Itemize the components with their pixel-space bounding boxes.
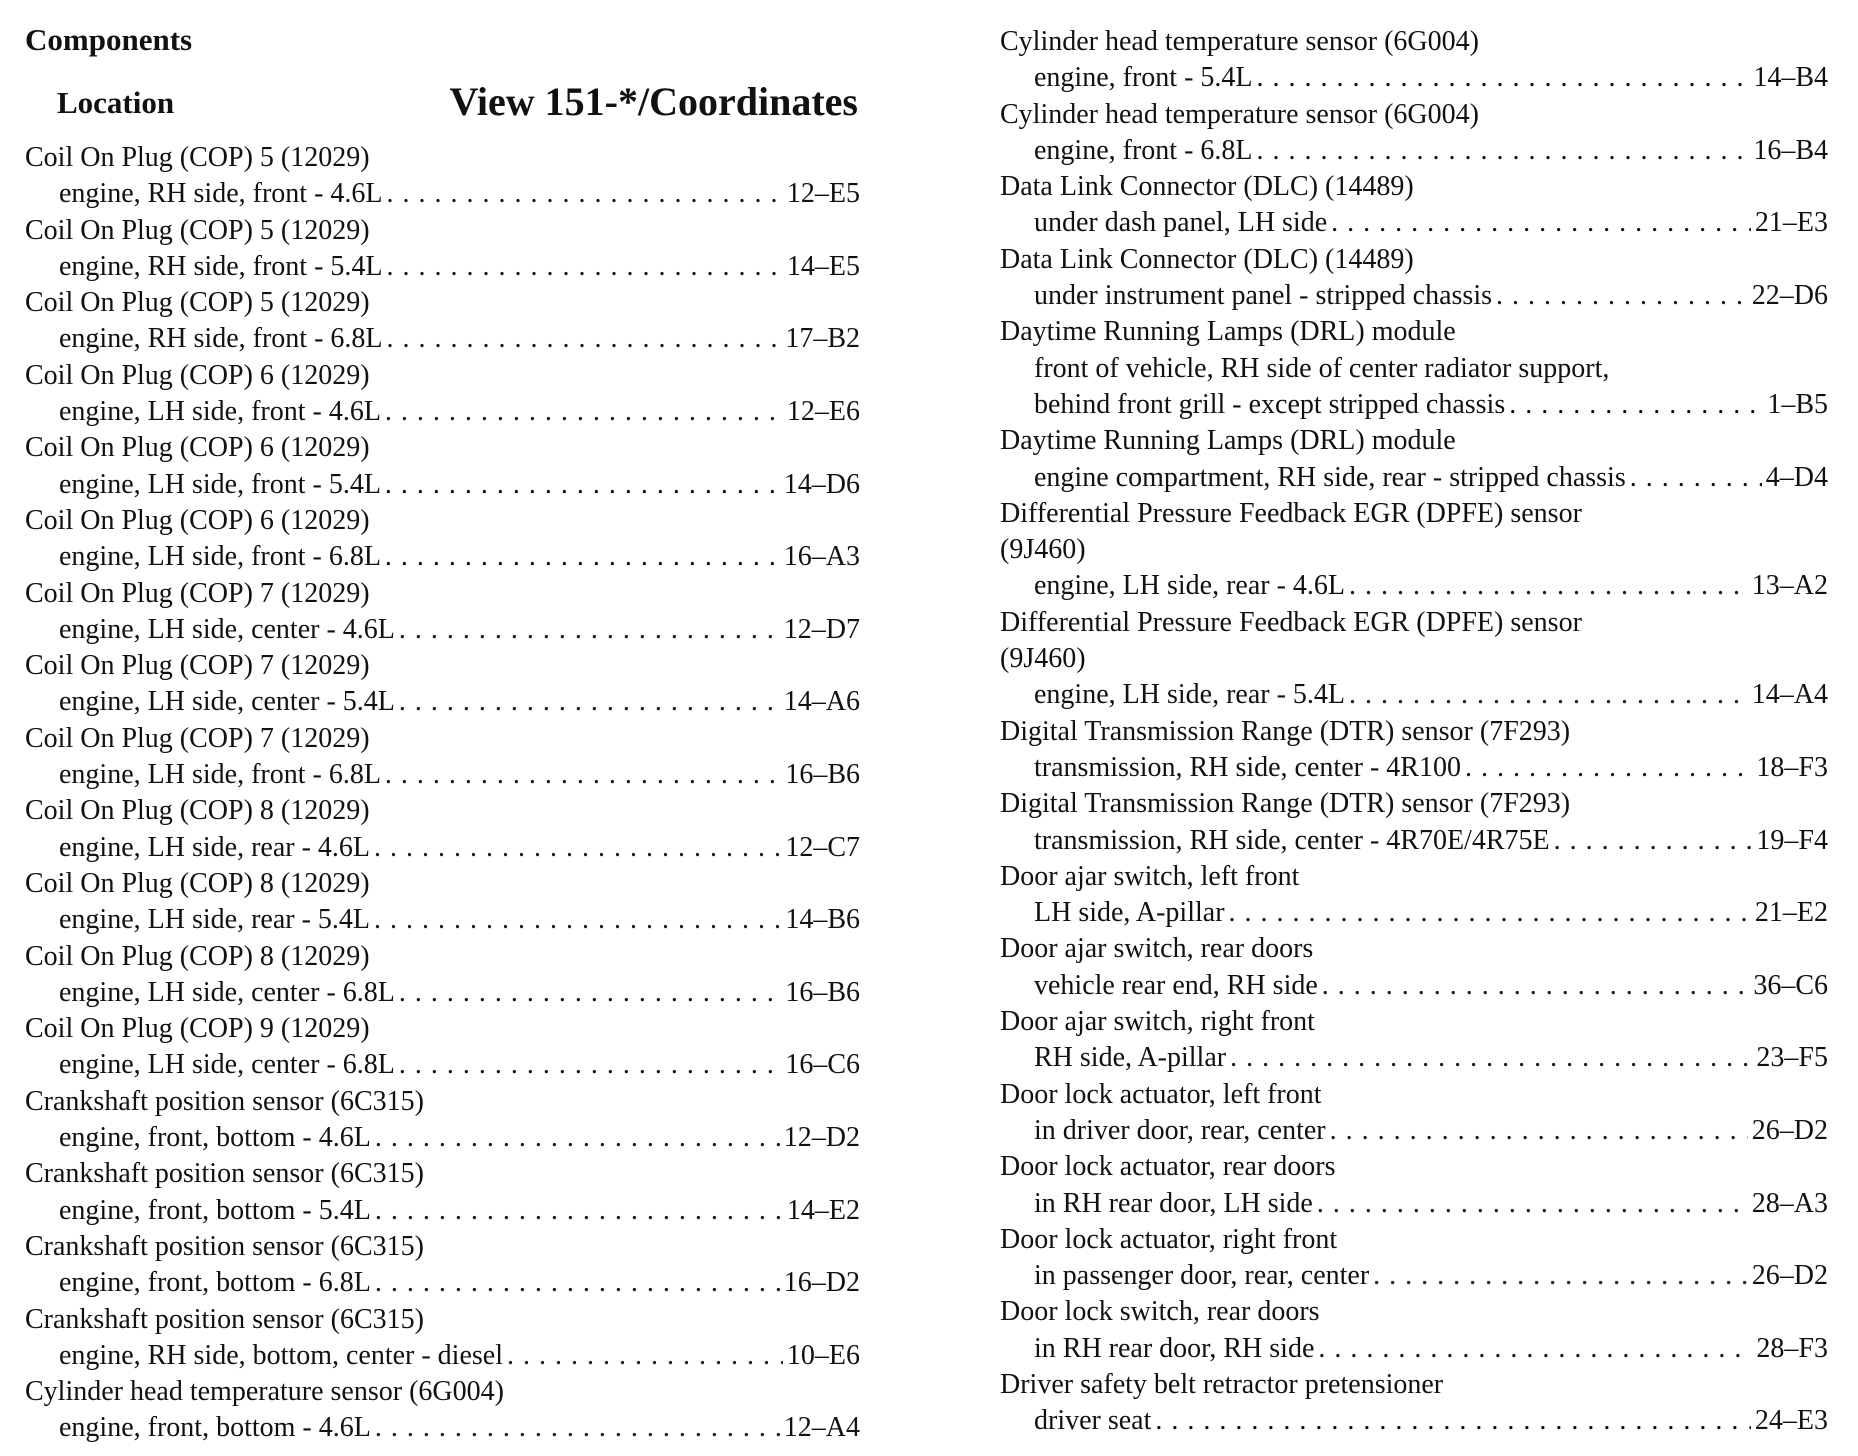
component-name: Cylinder head temperature sensor (6G004)	[25, 1376, 504, 1408]
location-text: engine, front, bottom - 6.8L	[59, 1267, 371, 1299]
view-coordinate: 36–C6	[1753, 969, 1828, 1001]
dot-leader	[1257, 60, 1750, 96]
component-entry	[1000, 314, 1828, 423]
location-text: engine, front, bottom - 4.6L	[59, 1122, 371, 1154]
location-row	[25, 249, 860, 285]
location-text: engine, LH side, center - 6.8L	[59, 976, 395, 1008]
location-text: engine, LH side, center - 4.6L	[59, 613, 395, 645]
location-text: engine, LH side, front - 4.6L	[59, 396, 381, 428]
component-entry	[1000, 1294, 1828, 1367]
component-entry	[1000, 423, 1828, 496]
location-text: engine, LH side, front - 6.8L	[59, 541, 381, 573]
location-row	[1000, 133, 1828, 169]
location-text: LH side, A-pillar	[1034, 897, 1225, 929]
component-name: Cylinder head temperature sensor (6G004)	[1000, 26, 1479, 57]
view-coordinate: 21–E3	[1754, 207, 1828, 239]
location-row	[25, 467, 860, 503]
location-text: under instrument panel - stripped chassis	[1034, 280, 1493, 312]
component-name: Differential Pressure Feedback EGR (DPFE) sensor	[1000, 606, 1582, 638]
component-name: Coil On Plug (COP) 8 (12029)	[25, 940, 370, 972]
location-column-header: Location	[57, 85, 175, 120]
location-text: engine, LH side, front - 6.8L	[59, 759, 381, 791]
location-row	[1000, 968, 1828, 1004]
location-row	[25, 612, 860, 648]
view-coordinate: 12–A4	[783, 1412, 860, 1444]
location-text: engine, LH side, rear - 5.4L	[1034, 679, 1345, 711]
location-text: engine, LH side, rear - 4.6L	[1034, 570, 1345, 602]
dot-leader	[1257, 133, 1750, 169]
location-row	[25, 176, 860, 212]
component-entry	[25, 939, 860, 1012]
view-coordinate: 16–D2	[783, 1267, 860, 1299]
location-row	[25, 1193, 860, 1229]
component-entry	[25, 721, 860, 794]
component-entry	[1000, 1077, 1828, 1150]
dot-leader	[399, 1047, 781, 1083]
view-coordinate: 14–D6	[783, 468, 860, 500]
location-row	[1000, 205, 1828, 241]
section-heading: Components	[25, 22, 193, 57]
location-row	[25, 1410, 860, 1446]
dot-leader	[375, 1120, 780, 1156]
view-coordinate: 26–D2	[1751, 1114, 1828, 1146]
location-row	[1000, 568, 1828, 604]
location-text: transmission, RH side, center - 4R100	[1034, 751, 1461, 783]
component-name: Door lock actuator, left front	[1000, 1078, 1322, 1110]
view-coordinate: 26–D2	[1751, 1260, 1828, 1292]
dot-leader	[385, 539, 780, 575]
dot-leader	[375, 1410, 780, 1446]
view-coordinate: 12–E5	[786, 178, 860, 210]
location-row	[25, 1265, 860, 1301]
component-name: Crankshaft position sensor (6C315)	[25, 1085, 424, 1117]
component-entry	[25, 358, 860, 431]
component-name: Crankshaft position sensor (6C315)	[25, 1230, 424, 1262]
component-entry	[25, 140, 860, 213]
component-entry	[1000, 1222, 1828, 1295]
location-text: engine, LH side, rear - 4.6L	[59, 831, 370, 863]
location-text: engine compartment, RH side, rear - stripped chassis	[1034, 461, 1626, 493]
location-row	[25, 757, 860, 793]
location-text: engine, front - 5.4L	[1034, 62, 1253, 94]
component-name: Coil On Plug (COP) 8 (12029)	[25, 867, 370, 899]
view-coordinates-header: View 151-*/Coordinates	[449, 79, 858, 124]
component-entry	[25, 1156, 860, 1229]
component-name: Door ajar switch, left front	[1000, 860, 1300, 892]
location-text: engine, front, bottom - 5.4L	[59, 1194, 371, 1226]
view-coordinate: 14–A4	[1751, 679, 1828, 711]
dot-leader	[1155, 1403, 1751, 1439]
dot-leader	[1318, 1331, 1752, 1367]
dot-leader	[387, 321, 782, 357]
location-detail: front of vehicle, RH side of center radiator support,	[1034, 352, 1610, 384]
dot-leader	[1230, 1040, 1752, 1076]
location-row	[25, 975, 860, 1011]
dot-leader	[375, 1193, 783, 1229]
view-coordinate: 28–F3	[1756, 1332, 1828, 1364]
component-name: Coil On Plug (COP) 6 (12029)	[25, 432, 370, 464]
view-coordinate: 16–B4	[1753, 134, 1828, 166]
dot-leader	[387, 249, 783, 285]
location-row	[25, 539, 860, 575]
component-name: Driver safety belt retractor pretensioner	[1000, 1368, 1444, 1400]
location-text: engine, RH side, front - 5.4L	[59, 250, 383, 282]
view-coordinate: 22–D6	[1751, 280, 1828, 312]
component-name: Cylinder head temperature sensor (6G004)	[1000, 98, 1479, 130]
location-text: engine, front, bottom - 4.6L	[59, 1412, 371, 1444]
dot-leader	[1330, 1113, 1748, 1149]
component-entry	[25, 1229, 860, 1302]
location-row	[25, 902, 860, 938]
view-coordinate: 16–B6	[785, 759, 860, 791]
component-entry	[25, 576, 860, 649]
component-name: Door ajar switch, right front	[1000, 1006, 1315, 1038]
location-row	[25, 1047, 860, 1083]
dot-leader	[1349, 568, 1748, 604]
dot-leader	[399, 684, 780, 720]
component-name: Coil On Plug (COP) 5 (12029)	[25, 214, 370, 246]
component-name: Door lock switch, rear doors	[1000, 1296, 1320, 1328]
component-entry	[1000, 242, 1828, 315]
component-entry	[25, 1011, 860, 1084]
component-entry	[1000, 1004, 1828, 1077]
dot-leader	[1630, 460, 1762, 496]
location-row	[1000, 1113, 1828, 1149]
location-row	[1000, 750, 1828, 786]
location-text: engine, front - 6.8L	[1034, 134, 1253, 166]
component-entry	[25, 1374, 860, 1447]
location-text: vehicle rear end, RH side	[1034, 969, 1318, 1001]
component-name: Door lock actuator, right front	[1000, 1223, 1338, 1255]
view-coordinate: 4–D4	[1765, 461, 1828, 493]
location-text: engine, LH side, rear - 5.4L	[59, 904, 370, 936]
location-text: in RH rear door, LH side	[1034, 1187, 1313, 1219]
component-entry	[25, 430, 860, 503]
component-name: Coil On Plug (COP) 5 (12029)	[25, 142, 370, 173]
location-text: in RH rear door, RH side	[1034, 1332, 1315, 1364]
component-name: Crankshaft position sensor (6C315)	[25, 1303, 424, 1335]
component-entry	[25, 285, 860, 358]
dot-leader	[1465, 750, 1752, 786]
dot-leader	[385, 757, 781, 793]
location-row	[1000, 278, 1828, 314]
component-name: Coil On Plug (COP) 8 (12029)	[25, 795, 370, 827]
location-row	[1000, 1331, 1828, 1367]
dot-leader	[399, 975, 781, 1011]
location-text: in passenger door, rear, center	[1034, 1260, 1370, 1292]
component-name: Daytime Running Lamps (DRL) module	[1000, 425, 1456, 457]
component-entry	[25, 648, 860, 721]
component-name: Crankshaft position sensor (6C315)	[25, 1158, 424, 1190]
location-row	[1000, 677, 1828, 713]
component-name: Door ajar switch, rear doors	[1000, 933, 1314, 965]
component-entry	[25, 866, 860, 939]
view-coordinate: 16–B6	[785, 976, 860, 1008]
location-row	[1000, 1186, 1828, 1222]
view-coordinate: 16–C6	[785, 1049, 860, 1081]
component-name: Daytime Running Lamps (DRL) module	[1000, 316, 1456, 348]
location-text: RH side, A-pillar	[1034, 1042, 1227, 1074]
component-name: Coil On Plug (COP) 6 (12029)	[25, 359, 370, 391]
component-entry	[1000, 714, 1828, 787]
view-coordinate: 14–E5	[786, 250, 860, 282]
component-name: Data Link Connector (DLC) (14489)	[1000, 171, 1414, 203]
component-entry	[1000, 859, 1828, 932]
component-name: (9J460)	[1000, 534, 1086, 566]
location-row	[25, 684, 860, 720]
dot-leader	[385, 467, 780, 503]
view-coordinate: 12–D7	[783, 613, 860, 645]
location-row	[1000, 60, 1828, 96]
view-coordinate: 10–E6	[786, 1339, 860, 1371]
location-row	[1000, 895, 1828, 931]
view-coordinate: 14–B6	[785, 904, 860, 936]
location-text: behind front grill - except stripped chassis	[1034, 388, 1506, 420]
view-coordinate: 18–F3	[1756, 751, 1828, 783]
location-row	[25, 394, 860, 430]
component-name: Coil On Plug (COP) 6 (12029)	[25, 504, 370, 536]
location-text: in driver door, rear, center	[1034, 1114, 1326, 1146]
component-entry	[1000, 169, 1828, 242]
location-row	[1000, 823, 1828, 859]
component-entry	[25, 793, 860, 866]
location-row	[1000, 1040, 1828, 1076]
location-row	[25, 321, 860, 357]
view-coordinate: 14–E2	[786, 1194, 860, 1226]
component-entry	[25, 213, 860, 286]
view-coordinate: 13–A2	[1751, 570, 1828, 602]
location-row	[25, 1120, 860, 1156]
component-name: Digital Transmission Range (DTR) sensor (7F293)	[1000, 788, 1571, 820]
location-text: transmission, RH side, center - 4R70E/4R75E	[1034, 824, 1550, 856]
dot-leader	[1496, 278, 1748, 314]
component-name: Data Link Connector (DLC) (14489)	[1000, 243, 1414, 275]
dot-leader	[1229, 895, 1751, 931]
left-entry-column	[25, 140, 860, 1447]
dot-leader	[374, 830, 781, 866]
location-row	[1000, 387, 1828, 423]
component-name: Differential Pressure Feedback EGR (DPFE) sensor	[1000, 497, 1582, 529]
component-entry	[1000, 496, 1828, 605]
view-coordinate: 12–D2	[783, 1122, 860, 1154]
component-entry	[1000, 931, 1828, 1004]
component-entry	[25, 503, 860, 576]
component-name: Coil On Plug (COP) 7 (12029)	[25, 650, 370, 682]
view-coordinate: 16–A3	[783, 541, 860, 573]
view-coordinate: 14–A6	[783, 686, 860, 718]
component-name: Coil On Plug (COP) 7 (12029)	[25, 722, 370, 754]
location-row	[25, 830, 860, 866]
view-coordinate: 19–F4	[1756, 824, 1828, 856]
location-row	[25, 1338, 860, 1374]
component-entry	[1000, 24, 1828, 97]
view-coordinate: 14–B4	[1753, 62, 1828, 94]
location-text: engine, LH side, center - 6.8L	[59, 1049, 395, 1081]
location-text: engine, RH side, front - 4.6L	[59, 178, 383, 210]
dot-leader	[1349, 677, 1748, 713]
location-text: under dash panel, LH side	[1034, 207, 1328, 239]
component-entry	[25, 1302, 860, 1375]
component-name: Digital Transmission Range (DTR) sensor (7F293)	[1000, 715, 1571, 747]
component-name: Coil On Plug (COP) 7 (12029)	[25, 577, 370, 609]
component-entry	[1000, 97, 1828, 170]
location-text: engine, LH side, front - 5.4L	[59, 468, 381, 500]
location-row	[1000, 460, 1828, 496]
component-entry	[1000, 605, 1828, 714]
dot-leader	[1317, 1186, 1748, 1222]
component-entry	[1000, 1367, 1828, 1440]
view-coordinate: 17–B2	[785, 323, 860, 355]
component-entry	[1000, 786, 1828, 859]
location-text: engine, RH side, bottom, center - diesel	[59, 1339, 503, 1371]
dot-leader	[1373, 1258, 1748, 1294]
view-coordinate: 24–E3	[1754, 1405, 1828, 1437]
location-row	[1000, 1258, 1828, 1294]
view-coordinate: 28–A3	[1751, 1187, 1828, 1219]
view-coordinate: 12–C7	[785, 831, 860, 863]
component-name: Coil On Plug (COP) 9 (12029)	[25, 1013, 370, 1045]
dot-leader	[1331, 205, 1751, 241]
dot-leader	[1554, 823, 1753, 859]
component-name: Door lock actuator, rear doors	[1000, 1151, 1336, 1183]
right-entry-column	[1000, 24, 1828, 1440]
dot-leader	[1322, 968, 1750, 1004]
view-coordinate: 21–E2	[1754, 897, 1828, 929]
location-row	[1000, 1403, 1828, 1439]
component-entry	[25, 1084, 860, 1157]
component-entry	[1000, 1149, 1828, 1222]
dot-leader	[399, 612, 780, 648]
dot-leader	[1509, 387, 1763, 423]
location-text: engine, LH side, center - 5.4L	[59, 686, 395, 718]
dot-leader	[374, 902, 781, 938]
location-text: driver seat	[1034, 1405, 1152, 1437]
view-coordinate: 12–E6	[786, 396, 860, 428]
component-name: (9J460)	[1000, 643, 1086, 675]
location-text: engine, RH side, front - 6.8L	[59, 323, 383, 355]
view-coordinate: 23–F5	[1756, 1042, 1828, 1074]
dot-leader	[385, 394, 783, 430]
dot-leader	[375, 1265, 780, 1301]
dot-leader	[387, 176, 783, 212]
component-name: Coil On Plug (COP) 5 (12029)	[25, 287, 370, 319]
view-coordinate: 1–B5	[1767, 388, 1828, 420]
dot-leader	[507, 1338, 783, 1374]
